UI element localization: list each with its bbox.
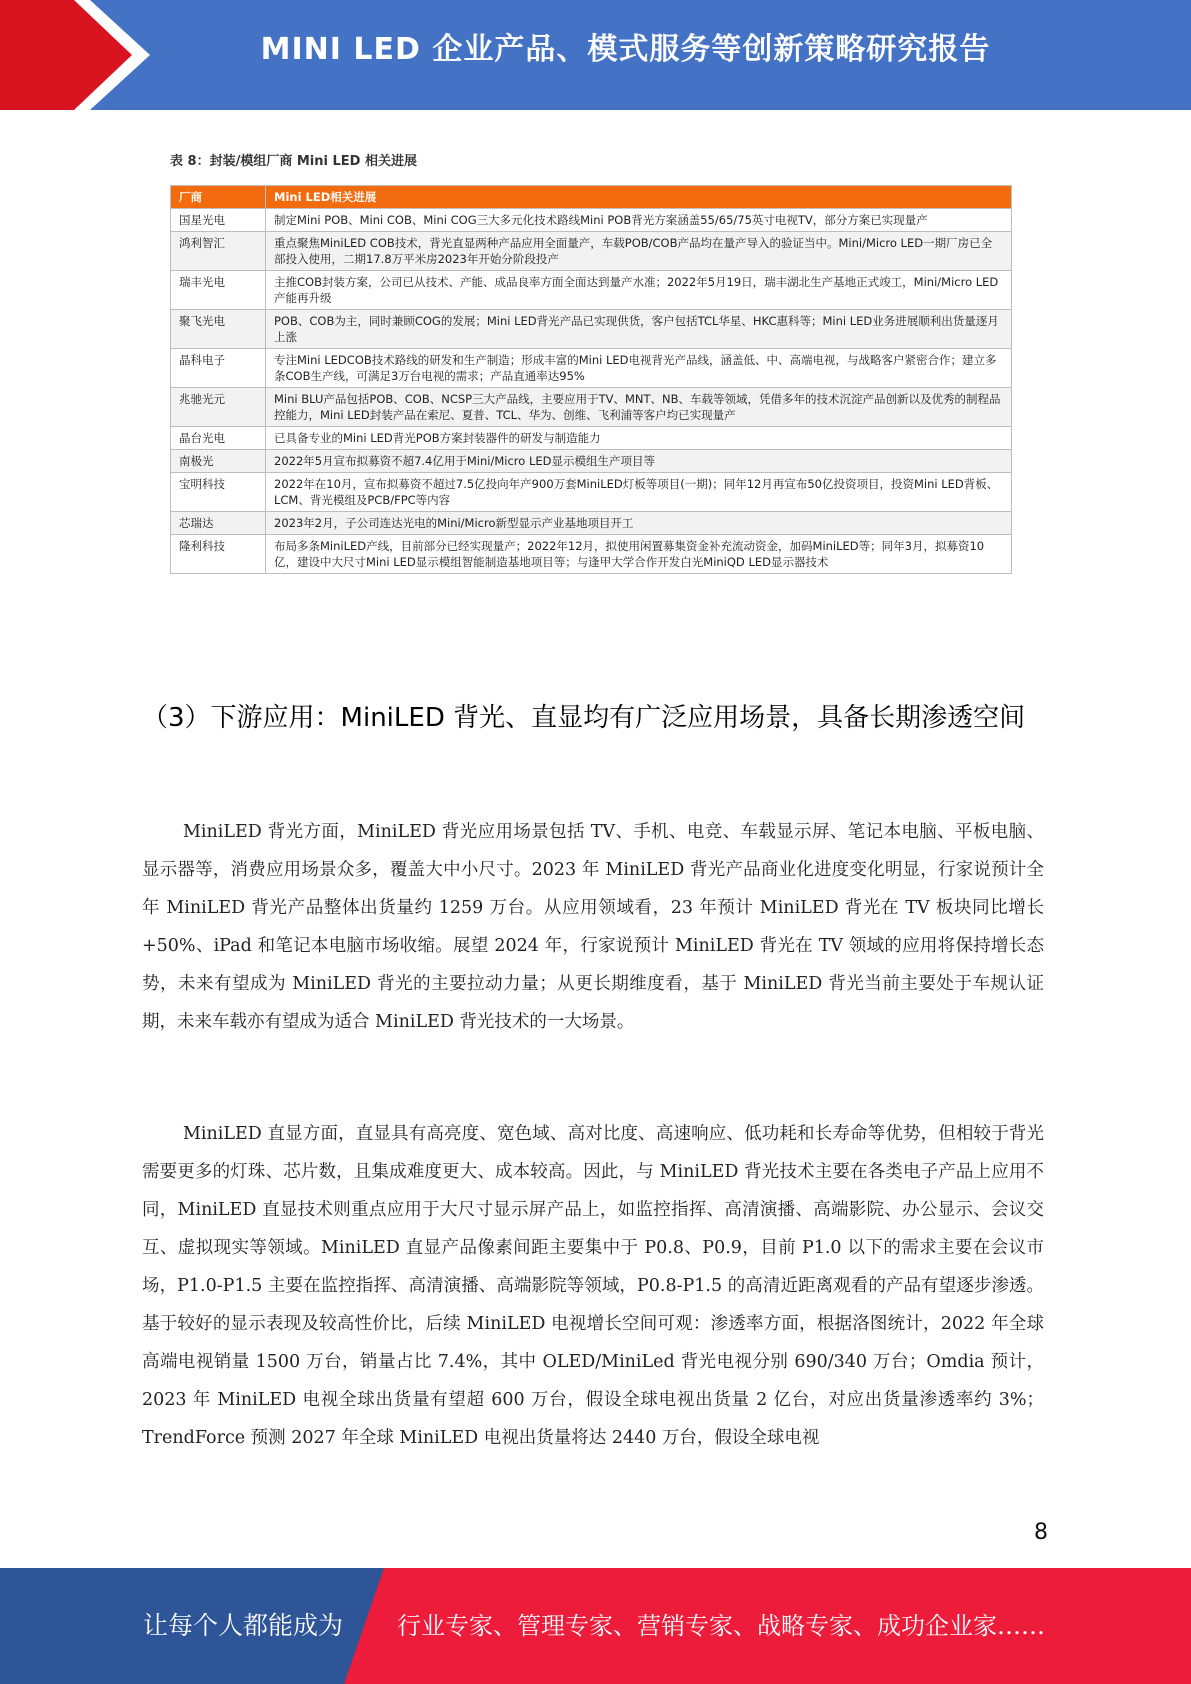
table-row — [171, 388, 1012, 427]
progress-cell: Mini BLU产品包括POB、COB、NCSP三大产品线，主要应用于TV、MNT、NB、车载等领域，凭借多年的技术沉淀产品创新以及优秀的制程品控能力，Mini LED封装产品在索尼、夏普、TCL、华为、创维、飞利浦等客户均已实现量产 — [266, 388, 1012, 427]
vendor-cell: 瑞丰光电 — [171, 271, 266, 310]
header-banner — [0, 0, 1191, 110]
progress-cell: 2022年在10月，宣布拟募资不超过7.5亿投向年产900万套MiniLED灯板等项目(一期)；同年12月再宣布50亿投资项目，投资Mini LED背板、LCM、背光模组及PCB/FPC等内容 — [266, 473, 1012, 512]
table-caption: 表 8：封装/模组厂商 Mini LED 相关进展 — [170, 154, 417, 169]
vendor-cell: 鸿利智汇 — [171, 232, 266, 271]
footer-banner — [0, 1568, 1191, 1684]
body-paragraph: MiniLED 背光方面，MiniLED 背光应用场景包括 TV、手机、电竞、车载显示屏、笔记本电脑、平板电脑、显示器等，消费应用场景众多，覆盖大中小尺寸。2023 年 MiniLED 背光产品商业化进度变化明显，行家说预计全年 MiniLED 背光产品整体出货量约 1259 万台。从应用领域看，23 年预计 MiniLED 背光在 TV 板块同比增长+50%、iPad 和笔记本电脑市场收缩。展望 2024 年，行家说预计 MiniLED 背光在 TV 领域的应用将保持增长态势，未来有望成为 MiniLED 背光的主要拉动力量；从更长期维度看，基于 MiniLED 背光当前主要处于车规认证期，未来车载亦有望成为适合 MiniLED 背光技术的一大场景。 — [142, 822, 1044, 1032]
progress-cell: 布局多条MiniLED产线，目前部分已经实现量产；2022年12月，拟使用闲置募集资金补充流动资金，加码MiniLED等；同年3月，拟募资10亿，建设中大尺寸Mini LED显示模组智能制造基地项目等；与逢甲大学合作开发白光MiniQD LED显示器技术 — [266, 535, 1012, 574]
vendor-cell: 宝明科技 — [171, 473, 266, 512]
footer-slogan-left: 让每个人都能成为 — [143, 1611, 344, 1640]
table-row — [171, 427, 1012, 450]
vendor-cell: 国星光电 — [171, 209, 266, 232]
table-row — [171, 271, 1012, 310]
vendor-cell: 隆利科技 — [171, 535, 266, 574]
vendor-progress-table — [170, 185, 1012, 574]
progress-cell: POB、COB为主，同时兼顾COG的发展；Mini LED背光产品已实现供货，客户包括TCL华星、HKC惠科等；Mini LED业务进展顺利出货量逐月上涨 — [266, 310, 1012, 349]
table-header-row — [171, 186, 1012, 209]
progress-cell: 2023年2月，子公司连达光电的Mini/Micro新型显示产业基地项目开工 — [266, 512, 1012, 535]
body-paragraph: MiniLED 直显方面，直显具有高亮度、宽色域、高对比度、高速响应、低功耗和长寿命等优势，但相较于背光需要更多的灯珠、芯片数，且集成难度更大、成本较高。因此，与 MiniLED 背光技术主要在各类电子产品上应用不同，MiniLED 直显技术则重点应用于大尺寸显示屏产品上，如监控指挥、高清演播、高端影院、办公显示、会议交互、虚拟现实等领域。MiniLED 直显产品像素间距主要集中于 P0.8、P0.9，目前 P1.0 以下的需求主要在会议市场，P1.0-P1.5 主要在监控指挥、高清演播、高端影院等领域，P0.8-P1.5 的高清近距离观看的产品有望逐步渗透。基于较好的显示表现及较高性价比，后续 MiniLED 电视增长空间可观：渗透率方面，根据洛图统计，2022 年全球高端电视销量 1500 万台，销量占比 7.4%，其中 OLED/MiniLed 背光电视分别 690/340 万台；Omdia 预计，2023 年 MiniLED 电视全球出货量有望超 600 万台，假设全球电视出货量 2 亿台，对应出货量渗透率约 3%；TrendForce 预测 2027 年全球 MiniLED 电视出货量将达 2440 万台，假设全球电视 — [142, 1124, 1045, 1448]
vendor-cell: 兆驰光元 — [171, 388, 266, 427]
progress-cell: 已具备专业的Mini LED背光POB方案封装器件的研发与制造能力 — [266, 427, 1012, 450]
vendor-cell: 晶台光电 — [171, 427, 266, 450]
vendor-cell: 晶科电子 — [171, 349, 266, 388]
table-row — [171, 209, 1012, 232]
table-row — [171, 349, 1012, 388]
vendor-cell: 南极光 — [171, 450, 266, 473]
report-title: MINI LED 企业产品、模式服务等创新策略研究报告 — [260, 32, 991, 67]
progress-cell: 2022年5月宣布拟募资不超7.4亿用于Mini/Micro LED显示模组生产项目等 — [266, 450, 1012, 473]
table-row — [171, 473, 1012, 512]
table-row — [171, 232, 1012, 271]
vendor-cell: 芯瑞达 — [171, 512, 266, 535]
progress-cell: 主推COB封装方案，公司已从技术、产能、成品良率方面全面达到量产水准；2022年5月19日，瑞丰湖北生产基地正式竣工，Mini/Micro LED产能再升级 — [266, 271, 1012, 310]
vendor-cell: 聚飞光电 — [171, 310, 266, 349]
page-number: 8 — [1034, 1520, 1048, 1545]
table-row — [171, 450, 1012, 473]
table-row — [171, 535, 1012, 574]
column-header-progress: Mini LED相关进展 — [266, 186, 1012, 209]
table-row — [171, 310, 1012, 349]
progress-cell: 专注Mini LEDCOB技术路线的研发和生产制造；形成丰富的Mini LED电视背光产品线，涵盖低、中、高端电视，与战略客户紧密合作；建立多条COB生产线，可满足3万台电视的需求；产品直通率达95% — [266, 349, 1012, 388]
footer-slogan-right: 行业专家、管理专家、营销专家、战略专家、成功企业家…… — [397, 1612, 1045, 1640]
progress-cell: 重点聚焦MiniLED COB技术，背光直显两种产品应用全面量产，车载POB/COB产品均在量产导入的验证当中。Mini/Micro LED一期厂房已全部投入使用，二期17.8万平米房2023年开始分阶段投产 — [266, 232, 1012, 271]
column-header-vendor: 厂商 — [171, 186, 266, 209]
table-row — [171, 512, 1012, 535]
progress-cell: 制定Mini POB、Mini COB、Mini COG三大多元化技术路线Mini POB背光方案涵盖55/65/75英寸电视TV，部分方案已实现量产 — [266, 209, 1012, 232]
section-heading: （3）下游应用：MiniLED 背光、直显均有广泛应用场景，具备长期渗透空间 — [142, 703, 1026, 733]
